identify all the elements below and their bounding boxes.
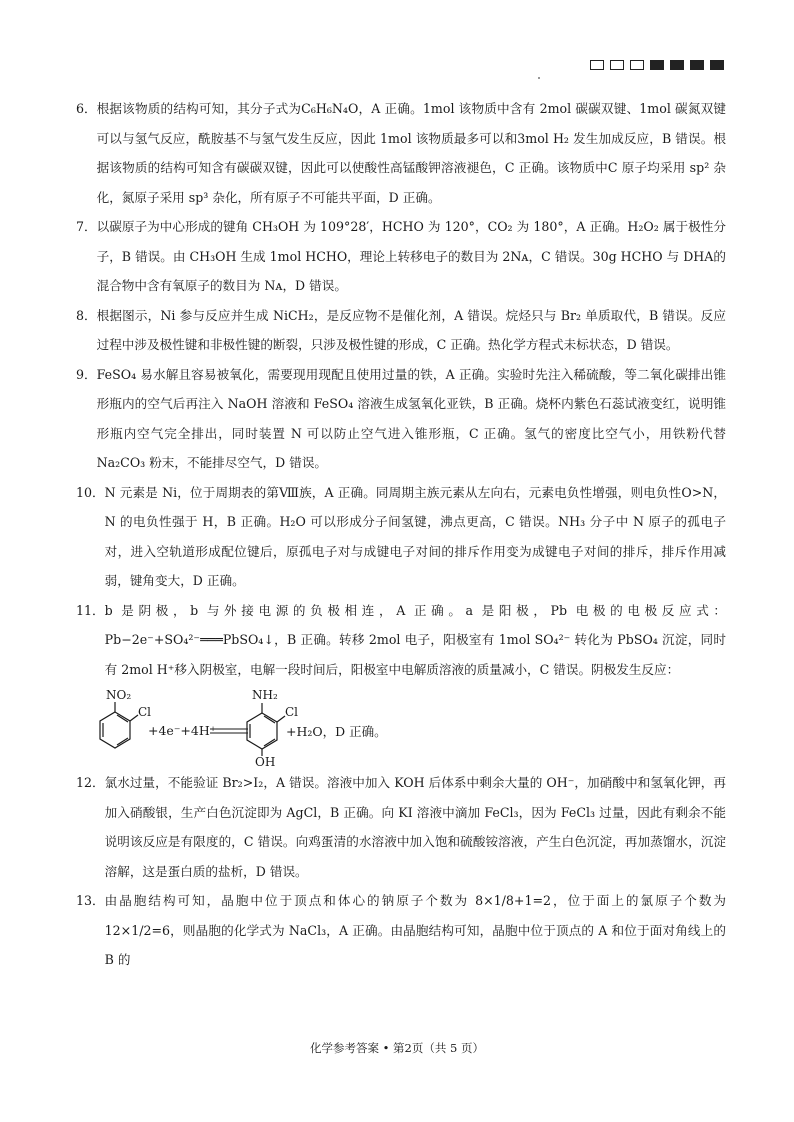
bond-line [277,716,285,722]
nitrochlorobenzene-structure [100,702,138,748]
stray-dot [538,77,540,79]
reaction-structure-diagram [76,686,716,768]
page-footer: 化学参考答案 • 第2页（共 5 页） [309,1041,485,1055]
equation-tail: +H₂O，D 正确。 [286,724,387,739]
filled-square-mark [690,60,704,70]
item-number: 9． [76,366,97,382]
filled-square-mark [670,60,684,70]
benzene-ring [247,713,277,749]
item-number: 6． [76,101,97,116]
answer-item-10 [76,478,726,596]
amino-label: NH₂ [252,688,278,702]
item-text: b 是阴极，b 与外接电源的负极相连，A 正确。a 是阳极，Pb 电极的电极反应式：Pb−2e⁻+SO₄²⁻═══PbSO₄↓，B 正确。转移 2mol 电子，阳极室有 1mol SO₄²⁻ 转化为 PbSO₄ 沉淀，同时有 2mol H⁺移入阴极室，电解一段时间后，阳极室中电解质溶液的质量减小，C 错误。阴极发生反应： [104,602,726,677]
hydroxyl-label: OH [255,755,276,768]
item-number: 8． [76,307,97,323]
item-number: 7． [76,219,97,234]
answer-item-12 [76,768,726,886]
reagents-label: +4e⁻+4H⁺ [148,723,217,738]
item-number: 10． [76,484,105,500]
bond-line [130,715,138,721]
cathode-reaction-equation [76,686,726,768]
empty-square-mark [590,60,604,70]
benzene-ring [100,712,130,748]
empty-square-mark [630,60,644,70]
item-text: 根据该物质的结构可知，其分子式为C₆H₆N₄O，A 正确。1mol 该物质中含有 2mol 碳碳双键、1mol 碳氮双键可以与氢气反应，酰胺基不与氢气发生反应，因此 1mol 该物质最多可以和3mol H₂ 发生加成反应，B 错误。根据该物质的结构可知含有碳碳双键，因此可以使酸性高锰酸钾溶液褪色，C 正确。该物质中C 原子均采用 sp² 杂化，氮原子采用 sp³ 杂化，所有原子不可能共平面，D 正确。 [96,101,726,205]
answer-item-11 [76,596,726,685]
page-marks [590,60,724,70]
item-text: 由晶胞结构可知，晶胞中位于顶点和体心的钠原子个数为 8×1/8+1=2，位于面上的氯原子个数为 12×1/2=6，则晶胞的化学式为 NaCl₃，A 正确。由晶胞结构可知，晶胞中位于顶点的 A 和位于面对角线上的 B 的 [104,893,726,967]
filled-square-mark [650,60,664,70]
answer-item-6 [76,94,726,212]
item-text: 根据图示，Ni 参与反应并生成 NiCH₂，是反应物不是催化剂，A 错误。烷烃只与 Br₂ 单质取代，B 错误。反应过程中涉及极性键和非极性键的断裂，只涉及极性键的形成，C 正确。热化学方程式未标状态，D 错误。 [96,307,726,352]
answer-content [76,94,726,975]
empty-square-mark [610,60,624,70]
answer-item-7 [76,212,726,301]
nitro-label: NO₂ [106,688,132,702]
chloro-label: Cl [285,705,299,719]
answer-item-8 [76,301,726,360]
item-text: FeSO₄ 易水解且容易被氧化，需要现用现配且使用过量的铁，A 正确。实验时先注入稀硫酸，等二氧化碳排出锥形瓶内的空气后再注入 NaOH 溶液和 FeSO₄ 溶液生成氢氧化亚铁，B 正确。烧杯内紫色石蕊试液变红，说明锥形瓶内空气完全排出，同时装置 N 可以防止空气进入锥形瓶，C 正确。氢气的密度比空气小，用铁粉代替 Na₂CO₃ 粉末，不能排尽空气，D 错误。 [96,366,726,470]
item-text: 氯水过量，不能验证 Br₂>I₂，A 错误。溶液中加入 KOH 后体系中剩余大量的 OH⁻，加硝酸中和氢氧化钾，再加入硝酸银，生产白色沉淀即为 AgCl，B 正确。向 KI 溶液中滴加 FeCl₃，因为 FeCl₃ 过量，因此有剩余不能说明该反应是有限度的，C 错误。向鸡蛋清的水溶液中加入饱和硫酸铵溶液，产生白色沉淀，再加蒸馏水，沉淀溶解，这是蛋白质的盐析，D 错误。 [104,775,726,879]
chloro-label: Cl [138,705,152,719]
item-text: 以碳原子为中心形成的键角 CH₃OH 为 109°28′，HCHO 为 120°，CO₂ 为 180°，A 正确。H₂O₂ 属于极性分子，B 错误。由 CH₃OH 生成 1mol HCHO，理论上转移电子的数目为 2Nᴀ，C 错误。30g HCHO 与 DHA的混合物中含有氧原子的数目为 Nᴀ，D 错误。 [96,219,726,293]
item-number: 12． [76,775,105,790]
item-text: N 元素是 Ni，位于周期表的第Ⅷ族，A 正确。同周期主族元素从左向右，元素电负性增强，则电负性O>N，N 的电负性强于 H，B 正确。H₂O 可以形成分子间氢键，沸点更高，C 错误。NH₃ 分子中 N 原子的孤电子对，进入空轨道形成配位键后，原孤电子对与成键电子对间的排斥作用变为成键电子对间的排斥，排斥作用减弱，键角变大，D 正确。 [104,484,726,588]
item-number: 13． [76,893,105,908]
filled-square-mark [710,60,724,70]
item-number: 11． [76,602,105,618]
answer-item-9 [76,360,726,478]
answer-item-13 [76,886,726,975]
aminochlorophenol-structure [247,703,285,756]
